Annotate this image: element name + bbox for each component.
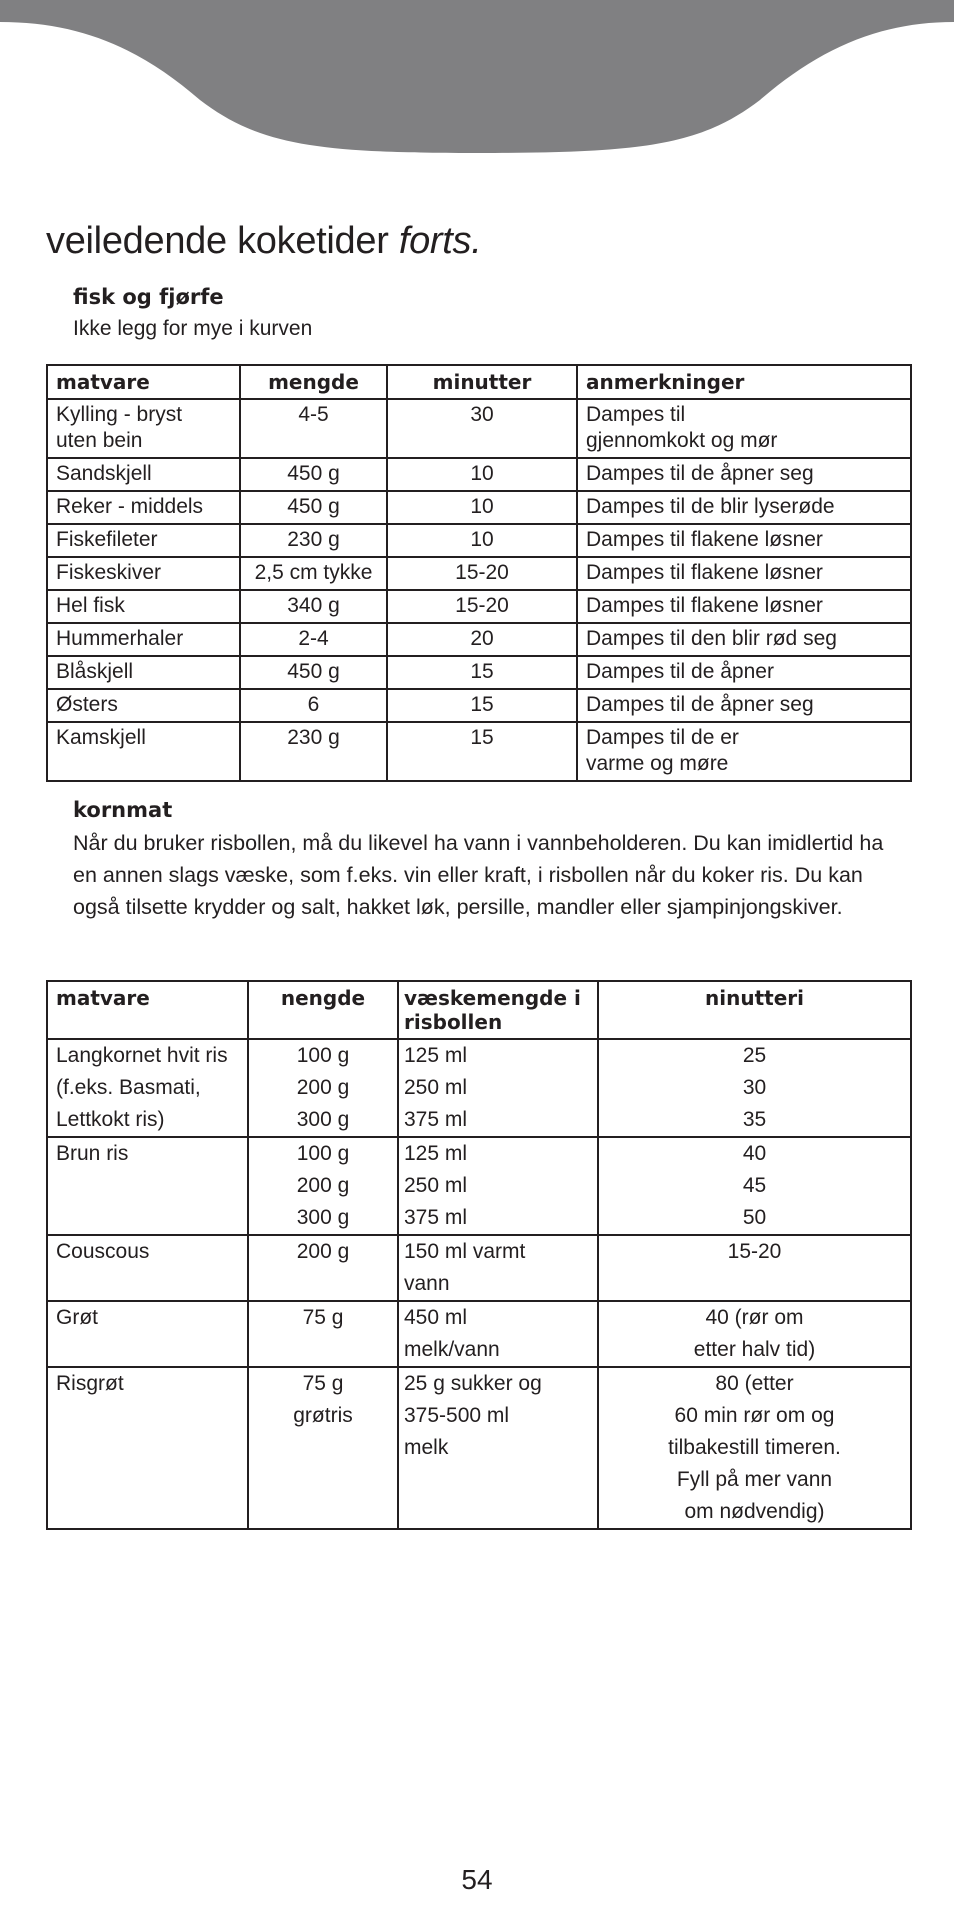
grain-minutes-cell-line: om nødvendig) (684, 1500, 825, 1523)
fish-amount-cell-line: 230 g (287, 726, 340, 749)
fish-amount-cell-line: 450 g (287, 495, 340, 518)
table-row (47, 689, 911, 722)
fish-amount-cell-line: 4-5 (298, 403, 329, 426)
fish-food-cell-line: Blåskjell (56, 660, 134, 683)
fish-food-cell-line: Fiskefileter (56, 528, 158, 551)
table-row (47, 656, 911, 689)
grain-food-cell-line: Langkornet hvit ris (56, 1044, 228, 1067)
grain-food-cell-line: (f.eks. Basmati, (56, 1076, 201, 1099)
page-number: 54 (461, 1864, 493, 1895)
fish-notes-cell (577, 689, 911, 722)
fish-amount-cell (240, 458, 387, 491)
grain-food-cell-line: Couscous (56, 1240, 150, 1263)
header-wave (0, 0, 954, 160)
grain-food-cell-line: Lettkokt ris) (56, 1108, 165, 1131)
grain-liquid-cell-line: 375 ml (404, 1206, 468, 1229)
table-row (47, 623, 911, 656)
page-title-main: veiledende koketider (46, 220, 389, 262)
grain-liquid-cell-line: 25 g sukker og (404, 1372, 542, 1395)
fish-notes-cell (577, 524, 911, 557)
grain-minutes-cell-line: 15-20 (727, 1240, 782, 1263)
grain-liquid-cell-line: 150 ml varmt (404, 1240, 526, 1263)
grain-amount-cell-line: 200 g (296, 1240, 350, 1263)
fish-amount-cell-line: 450 g (287, 462, 340, 485)
grain-col-liquid-header: væskemengde i risbollen (398, 981, 598, 1039)
fish-table-body (47, 399, 911, 781)
page-title-suffix: forts. (398, 220, 482, 262)
table-row (47, 524, 911, 557)
table-row (47, 1301, 911, 1367)
grain-col-minutes-header: ninutteri (598, 981, 911, 1039)
grain-amount-cell (248, 1301, 398, 1367)
fish-note: Ikke legg for mye i kurven (73, 317, 313, 340)
fish-notes-cell (577, 722, 911, 781)
fish-amount-cell (240, 557, 387, 590)
grain-minutes-cell (598, 1137, 911, 1235)
fish-notes-cell-line: Dampes til flakene løsner (586, 561, 823, 584)
grain-table-body (47, 1039, 911, 1529)
grain-minutes-cell-line: 60 min rør om og (674, 1404, 835, 1427)
grain-amount-cell-line: 300 g (296, 1108, 350, 1131)
grain-amount-cell (248, 1235, 398, 1301)
fish-minutes-cell-line: 10 (470, 462, 494, 485)
page-title (46, 216, 482, 266)
fish-amount-cell-line: 340 g (287, 594, 340, 617)
grain-food-cell-line: Risgrøt (56, 1372, 124, 1395)
grain-minutes-cell-line: etter halv tid) (693, 1338, 816, 1361)
fish-food-cell (47, 623, 240, 656)
fish-table-header-row (47, 365, 911, 399)
fish-notes-cell-line: Dampes til (586, 403, 686, 426)
fish-minutes-cell-line: 10 (470, 495, 494, 518)
fish-minutes-cell (387, 557, 577, 590)
fish-minutes-cell (387, 590, 577, 623)
grain-food-cell (47, 1137, 248, 1235)
fish-amount-cell-line: 2-4 (298, 627, 329, 650)
fish-notes-cell-line: Dampes til de åpner (586, 660, 774, 683)
fish-amount-cell (240, 399, 387, 458)
fish-minutes-cell (387, 689, 577, 722)
grain-amount-cell-line: 300 g (296, 1206, 350, 1229)
table-row (47, 458, 911, 491)
grain-food-cell (47, 1235, 248, 1301)
fish-minutes-cell-line: 15-20 (455, 561, 509, 584)
fish-amount-cell (240, 491, 387, 524)
grain-minutes-cell-line: 35 (742, 1108, 767, 1131)
fish-food-cell-line: Reker - middels (56, 495, 204, 518)
grain-minutes-cell-line: tilbakestill timeren. (668, 1436, 841, 1459)
fish-notes-cell-line: Dampes til flakene løsner (586, 528, 823, 551)
grain-minutes-cell (598, 1301, 911, 1367)
grain-food-cell (47, 1367, 248, 1529)
fish-notes-cell (577, 491, 911, 524)
grain-food-cell (47, 1039, 248, 1137)
table-row (47, 1235, 911, 1301)
grain-liquid-cell-line: vann (404, 1272, 450, 1295)
fish-minutes-cell (387, 656, 577, 689)
grain-amount-cell-line: 75 g (302, 1372, 344, 1395)
fish-minutes-cell (387, 722, 577, 781)
fish-amount-cell (240, 590, 387, 623)
grain-col-amount-header: nengde (248, 981, 398, 1039)
fish-food-cell-line: Sandskjell (56, 462, 152, 485)
fish-notes-cell (577, 399, 911, 458)
fish-minutes-cell-line: 15 (470, 726, 494, 749)
grain-table-header-row (47, 981, 911, 1039)
fish-amount-cell (240, 722, 387, 781)
fish-minutes-cell-line: 30 (470, 403, 494, 426)
fish-amount-cell (240, 656, 387, 689)
fish-food-cell-line: Hummerhaler (56, 627, 184, 650)
fish-minutes-cell-line: 20 (470, 627, 494, 650)
fish-minutes-cell (387, 458, 577, 491)
table-row (47, 1367, 911, 1529)
fish-food-cell (47, 557, 240, 590)
fish-cooking-table (46, 364, 912, 782)
grain-amount-cell (248, 1039, 398, 1137)
grain-liquid-cell (398, 1039, 598, 1137)
fish-col-amount-header: mengde (240, 365, 387, 399)
grain-liquid-cell (398, 1235, 598, 1301)
grain-liquid-cell (398, 1367, 598, 1529)
grain-amount-cell-line: 100 g (296, 1142, 350, 1165)
grain-liquid-cell-line: melk/vann (404, 1338, 500, 1361)
grain-liquid-cell-line: 125 ml (404, 1044, 468, 1067)
fish-notes-cell-line: varme og møre (586, 752, 729, 775)
fish-food-cell (47, 458, 240, 491)
fish-minutes-cell (387, 623, 577, 656)
fish-notes-cell-line: Dampes til de er (586, 726, 739, 749)
fish-notes-cell-line: Dampes til de åpner seg (586, 462, 814, 485)
fish-amount-cell (240, 689, 387, 722)
fish-amount-cell-line: 2,5 cm tykke (254, 561, 373, 584)
grain-minutes-cell-line: 25 (742, 1044, 767, 1067)
grain-minutes-cell-line: 40 (rør om (705, 1306, 804, 1329)
grain-liquid-cell (398, 1301, 598, 1367)
table-row (47, 1039, 911, 1137)
fish-minutes-cell-line: 15-20 (455, 594, 509, 617)
fish-notes-cell-line: Dampes til de åpner seg (586, 693, 814, 716)
grain-amount-cell-line: grøtris (293, 1404, 353, 1427)
grain-liquid-cell-line: melk (404, 1436, 449, 1459)
fish-notes-cell (577, 623, 911, 656)
fish-notes-cell (577, 590, 911, 623)
header-wave-shape (0, 0, 954, 153)
grain-liquid-cell-line: 450 ml (404, 1306, 468, 1329)
grain-liquid-cell-line: 250 ml (404, 1174, 468, 1197)
fish-minutes-cell (387, 524, 577, 557)
fish-notes-cell-line: Dampes til de blir lyserøde (586, 495, 835, 518)
fish-food-cell-line: Kamskjell (56, 726, 146, 749)
fish-minutes-cell-line: 15 (470, 660, 494, 683)
grain-amount-cell-line: 75 g (302, 1306, 344, 1329)
fish-notes-cell-line: gjennomkokt og mør (586, 429, 778, 452)
fish-amount-cell-line: 6 (307, 693, 320, 716)
table-row (47, 1137, 911, 1235)
grain-minutes-cell-line: 50 (742, 1206, 767, 1229)
grain-liquid-cell-line: 250 ml (404, 1076, 468, 1099)
fish-notes-cell (577, 656, 911, 689)
fish-food-cell-line: Østers (56, 693, 118, 716)
table-row (47, 399, 911, 458)
fish-col-notes-header: anmerkninger (577, 365, 911, 399)
grain-paragraph: Når du bruker risbollen, må du likevel ha vann i vannbeholderen. Du kan imidlertid ha en annen slags væske, som f.eks. vin eller kraft, i risbollen når du koker ris. Du kan også tilsette krydder og salt, hakket løk, persille, mandler eller sjampinjongskiver. (73, 831, 884, 919)
fish-minutes-cell (387, 399, 577, 458)
grain-liquid-cell-line: 125 ml (404, 1142, 468, 1165)
table-row (47, 491, 911, 524)
table-row (47, 590, 911, 623)
grain-minutes-cell-line: 30 (742, 1076, 767, 1099)
grain-amount-cell-line: 200 g (296, 1174, 350, 1197)
grain-food-cell (47, 1301, 248, 1367)
grain-amount-cell (248, 1367, 398, 1529)
fish-food-cell (47, 399, 240, 458)
table-row (47, 722, 911, 781)
fish-heading: fisk og fjørfe (73, 285, 224, 309)
fish-food-cell-line: uten bein (56, 429, 143, 452)
fish-food-cell (47, 722, 240, 781)
grain-minutes-cell (598, 1235, 911, 1301)
fish-notes-cell-line: Dampes til den blir rød seg (586, 627, 837, 650)
fish-amount-cell-line: 450 g (287, 660, 340, 683)
grain-minutes-cell-line: 80 (etter (715, 1372, 794, 1395)
grain-heading: kornmat (73, 798, 173, 822)
fish-food-cell-line: Fiskeskiver (56, 561, 162, 584)
fish-food-cell (47, 524, 240, 557)
fish-minutes-cell-line: 15 (470, 693, 494, 716)
fish-food-cell-line: Hel fisk (56, 594, 125, 617)
fish-notes-cell (577, 557, 911, 590)
grain-minutes-cell-line: 45 (742, 1174, 767, 1197)
grain-amount-cell (248, 1137, 398, 1235)
fish-food-cell (47, 590, 240, 623)
fish-amount-cell-line: 230 g (287, 528, 340, 551)
fish-col-minutes-header: minutter (387, 365, 577, 399)
fish-notes-cell-line: Dampes til flakene løsner (586, 594, 823, 617)
grain-amount-cell-line: 200 g (296, 1076, 350, 1099)
fish-amount-cell (240, 524, 387, 557)
grain-liquid-cell-line: 375 ml (404, 1108, 468, 1131)
grain-liquid-cell-line: 375-500 ml (404, 1404, 510, 1427)
fish-minutes-cell-line: 10 (470, 528, 494, 551)
grain-col-food-header: matvare (47, 981, 248, 1039)
fish-food-cell (47, 689, 240, 722)
fish-minutes-cell (387, 491, 577, 524)
grain-amount-cell-line: 100 g (296, 1044, 350, 1067)
grain-minutes-cell (598, 1039, 911, 1137)
table-row (47, 557, 911, 590)
grain-minutes-cell-line: 40 (742, 1142, 767, 1165)
grain-cooking-table (46, 980, 912, 1530)
grain-minutes-cell (598, 1367, 911, 1529)
fish-food-cell-line: Kylling - bryst (56, 403, 183, 426)
fish-amount-cell (240, 623, 387, 656)
fish-food-cell (47, 656, 240, 689)
grain-food-cell-line: Brun ris (56, 1142, 129, 1165)
fish-food-cell (47, 491, 240, 524)
fish-col-food-header: matvare (47, 365, 240, 399)
grain-liquid-cell (398, 1137, 598, 1235)
fish-notes-cell (577, 458, 911, 491)
grain-minutes-cell-line: Fyll på mer vann (676, 1468, 833, 1491)
grain-food-cell-line: Grøt (56, 1306, 98, 1329)
